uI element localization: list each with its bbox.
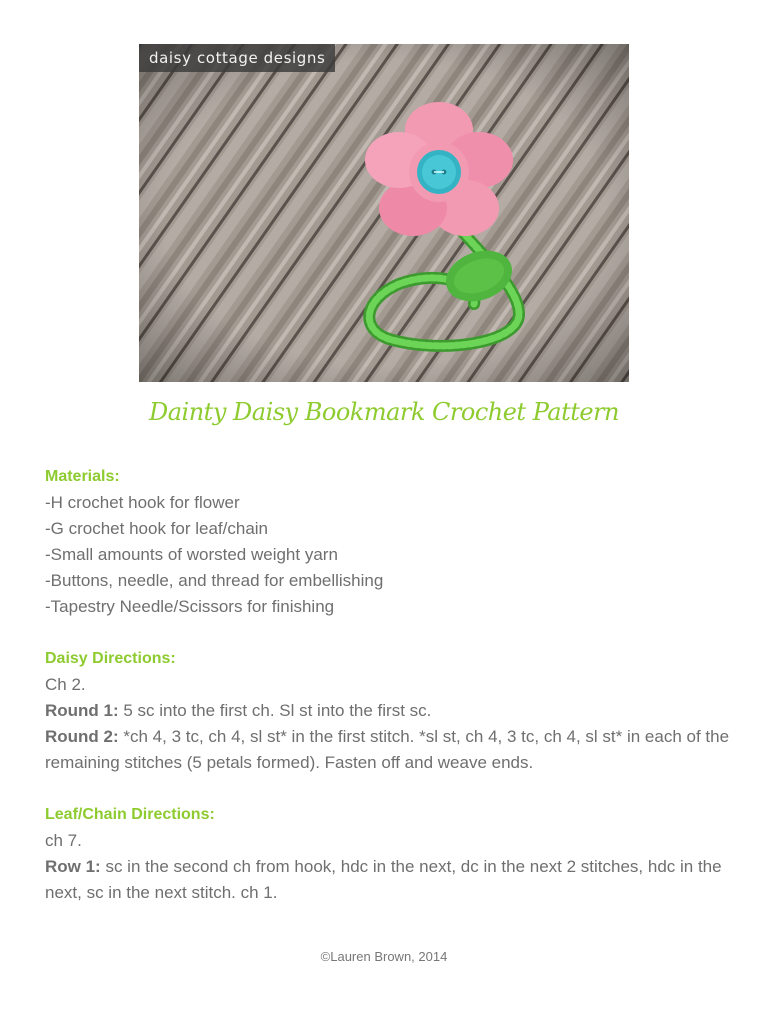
materials-item: -Small amounts of worsted weight yarn (45, 545, 338, 564)
flower-bookmark-photo (139, 44, 629, 382)
row-1-label: Row 1: (45, 857, 101, 876)
materials-heading: Materials: (45, 468, 120, 485)
page-title: Dainty Daisy Bookmark Crochet Pattern (149, 398, 619, 426)
daisy-round-1 (45, 698, 735, 724)
watermark-label: daisy cottage designs (139, 44, 335, 72)
leaf-row-1 (45, 854, 735, 906)
daisy-heading: Daisy Directions: (45, 650, 176, 667)
materials-item: -H crochet hook for flower (45, 493, 240, 512)
round-2-text: *ch 4, 3 tc, ch 4, sl st* in the first stitch. *sl st, ch 4, 3 tc, ch 4, sl st* in each of the remaining stitches (5 petals formed). Fasten off and weave ends. (45, 727, 730, 772)
round-2-label: Round 2: (45, 727, 119, 746)
pattern-body (45, 464, 735, 906)
leaf-heading: Leaf/Chain Directions: (45, 806, 215, 823)
round-1-text: 5 sc into the first ch. Sl st into the first sc. (118, 701, 432, 720)
round-1-label: Round 1: (45, 701, 119, 720)
materials-item: -Tapestry Needle/Scissors for finishing (45, 597, 335, 616)
leaf-start: ch 7. (45, 831, 82, 850)
daisy-round-2 (45, 724, 735, 776)
photo-illustration (139, 44, 629, 382)
materials-item: -G crochet hook for leaf/chain (45, 519, 269, 538)
daisy-start: Ch 2. (45, 675, 86, 694)
materials-item: -Buttons, needle, and thread for embellishing (45, 571, 384, 590)
row-1-text: sc in the second ch from hook, hdc in the next, dc in the next 2 stitches, hdc in the next, sc in the next stitch. ch 1. (45, 857, 722, 902)
copyright-footer: ©Lauren Brown, 2014 (320, 949, 448, 964)
